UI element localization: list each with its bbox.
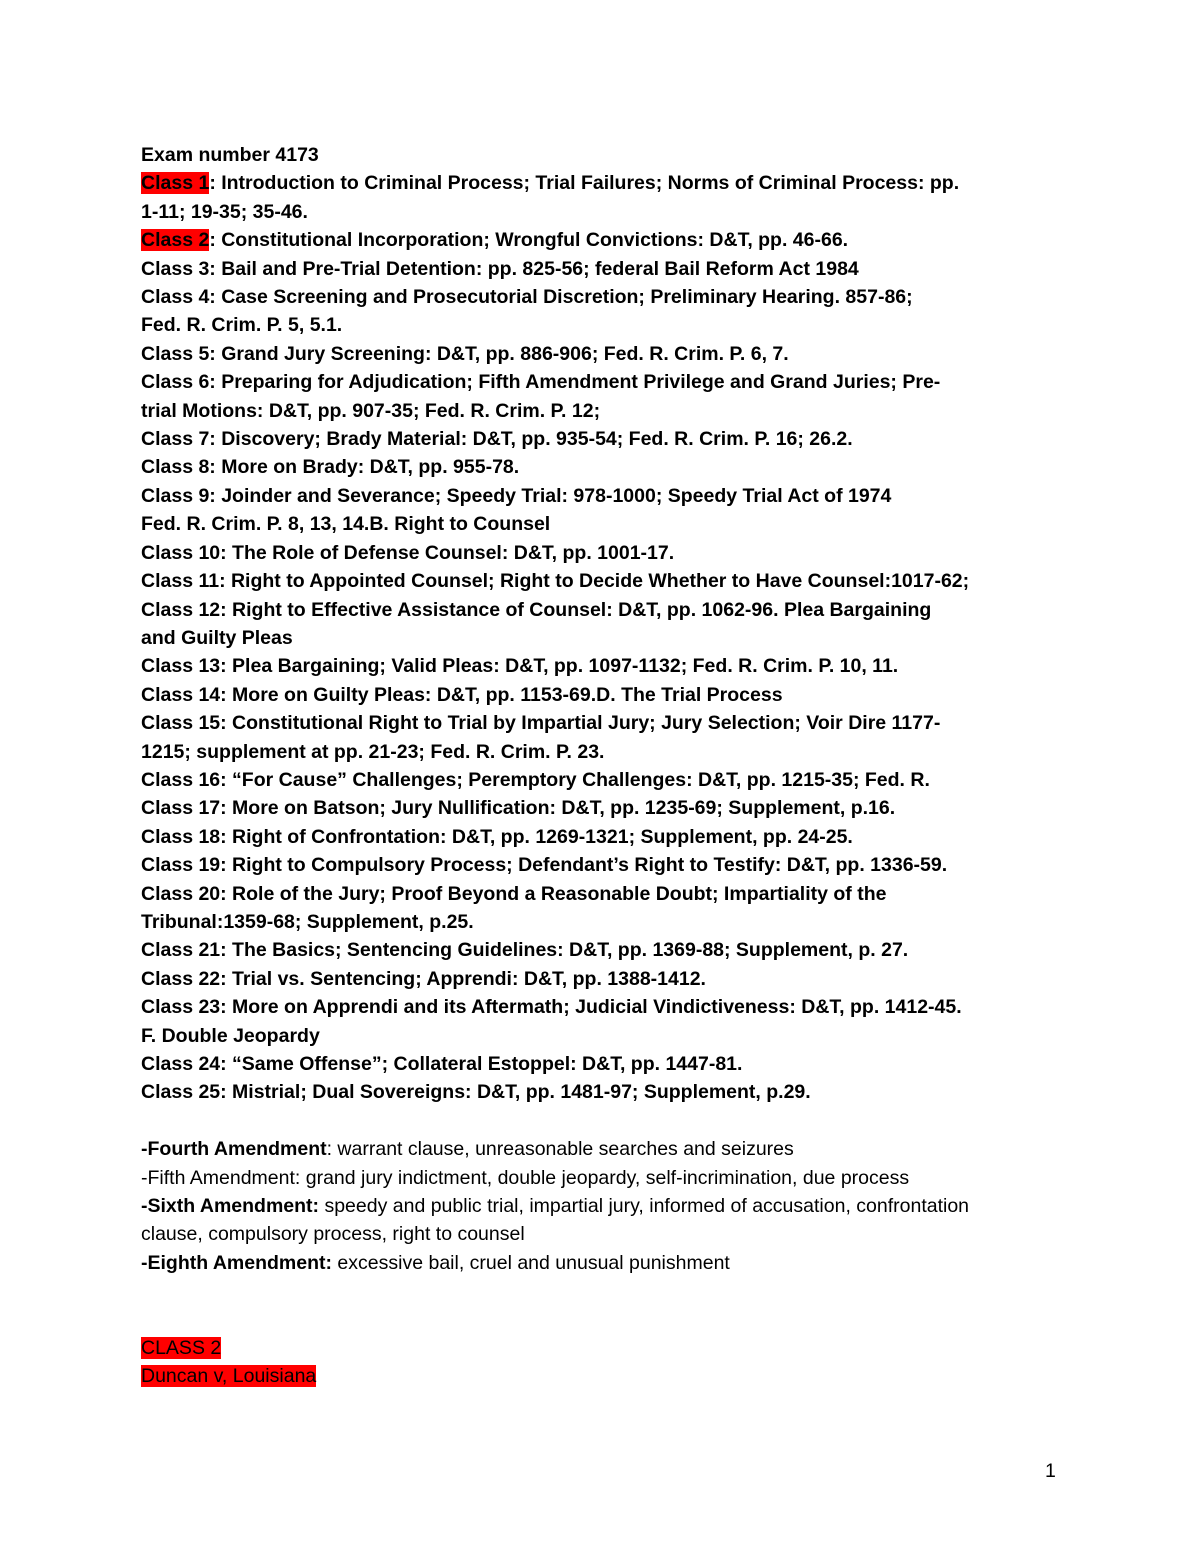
class-17-line: Class 17: More on Batson; Jury Nullification: D&T, pp. 1235-69; Supplement, p.16.	[141, 797, 896, 820]
fifth-amendment-line: -Fifth Amendment: grand jury indictment, double jeopardy, self-incrimination, due process	[141, 1166, 910, 1189]
class-4-line: Class 4: Case Screening and Prosecutorial Discretion; Preliminary Hearing. 857-86;	[141, 286, 913, 309]
case-name: Duncan v, Louisiana	[141, 1365, 317, 1388]
class-3-line: Class 3: Bail and Pre-Trial Detention: pp. 825-56; federal Bail Reform Act 1984	[141, 257, 859, 280]
class-16-line: Class 16: “For Cause” Challenges; Peremptory Challenges: D&T, pp. 1215-35; Fed. R.	[141, 768, 930, 791]
class-15-line: Class 15: Constitutional Right to Trial by Impartial Jury; Jury Selection; Voir Dire 1177-	[141, 712, 941, 735]
sixth-amendment-cont: clause, compulsory process, right to counsel	[141, 1223, 525, 1246]
class-12-cont: and Guilty Pleas	[141, 626, 293, 649]
class-22-line: Class 22: Trial vs. Sentencing; Apprendi: D&T, pp. 1388-1412.	[141, 967, 706, 990]
document-body	[141, 141, 1071, 1391]
class-23-cont: F. Double Jeopardy	[141, 1024, 320, 1047]
spacer	[141, 1107, 1071, 1135]
fourth-amendment-line: -Fourth Amendment: warrant clause, unreasonable searches and seizures	[141, 1138, 794, 1161]
class-25-line: Class 25: Mistrial; Dual Sovereigns: D&T, pp. 1481-97; Supplement, p.29.	[141, 1081, 811, 1104]
eighth-amendment-line: -Eighth Amendment: excessive bail, cruel and unusual punishment	[141, 1251, 730, 1274]
class-7-line: Class 7: Discovery; Brady Material: D&T, pp. 935-54; Fed. R. Crim. P. 16; 26.2.	[141, 428, 853, 451]
class-23-line: Class 23: More on Apprendi and its Aftermath; Judicial Vindictiveness: D&T, pp. 1412-45.	[141, 996, 962, 1019]
spacer	[141, 1277, 1071, 1334]
class-8-line: Class 8: More on Brady: D&T, pp. 955-78.	[141, 456, 520, 479]
class-6-cont: trial Motions: D&T, pp. 907-35; Fed. R. Crim. P. 12;	[141, 399, 601, 422]
class-1-highlight: Class 1	[141, 172, 210, 195]
class-9-cont: Fed. R. Crim. P. 8, 13, 14.B. Right to Counsel	[141, 513, 551, 536]
exam-number: Exam number 4173	[141, 144, 319, 166]
class-21-line: Class 21: The Basics; Sentencing Guidelines: D&T, pp. 1369-88; Supplement, p. 27.	[141, 939, 909, 962]
class-11-line: Class 11: Right to Appointed Counsel; Right to Decide Whether to Have Counsel:1017-62;	[141, 570, 970, 593]
class-1-line: Class 1: Introduction to Criminal Process; Trial Failures; Norms of Criminal Process: pp.	[141, 172, 960, 195]
sixth-amendment-line: -Sixth Amendment: speedy and public trial, impartial jury, informed of accusation, confrontation	[141, 1195, 970, 1218]
class-2-line: Class 2: Constitutional Incorporation; Wrongful Convictions: D&T, pp. 46-66.	[141, 229, 849, 252]
class-24-line: Class 24: “Same Offense”; Collateral Estoppel: D&T, pp. 1447-81.	[141, 1053, 743, 1075]
page-number: 1	[1045, 1460, 1056, 1482]
class-2-heading-line	[141, 1334, 1071, 1362]
case-name-line	[141, 1362, 1071, 1390]
class-9-line: Class 9: Joinder and Severance; Speedy Trial: 978-1000; Speedy Trial Act of 1974	[141, 484, 892, 507]
class-20-line: Class 20: Role of the Jury; Proof Beyond a Reasonable Doubt; Impartiality of the	[141, 882, 887, 905]
class-14-line: Class 14: More on Guilty Pleas: D&T, pp. 1153-69.D. The Trial Process	[141, 683, 783, 706]
class-19-line: Class 19: Right to Compulsory Process; Defendant’s Right to Testify: D&T, pp. 1336-59.	[141, 854, 948, 877]
class-6-line: Class 6: Preparing for Adjudication; Fifth Amendment Privilege and Grand Juries; Pre-	[141, 371, 941, 394]
class-18-line: Class 18: Right of Confrontation: D&T, pp. 1269-1321; Supplement, pp. 24-25.	[141, 825, 853, 848]
class-5-line: Class 5: Grand Jury Screening: D&T, pp. 886-906; Fed. R. Crim. P. 6, 7.	[141, 342, 789, 365]
class-20-cont: Tribunal:1359-68; Supplement, p.25.	[141, 910, 474, 933]
class-15-cont: 1215; supplement at pp. 21-23; Fed. R. Crim. P. 23.	[141, 740, 605, 763]
class-13-line: Class 13: Plea Bargaining; Valid Pleas: D&T, pp. 1097-1132; Fed. R. Crim. P. 10, 11.	[141, 655, 899, 678]
class-2-highlight: Class 2	[141, 229, 210, 252]
class-10-line: Class 10: The Role of Defense Counsel: D&T, pp. 1001-17.	[141, 541, 675, 564]
class-12-line: Class 12: Right to Effective Assistance of Counsel: D&T, pp. 1062-96. Plea Bargaining	[141, 598, 932, 621]
class-4-cont: Fed. R. Crim. P. 5, 5.1.	[141, 314, 343, 337]
class-2-heading: CLASS 2	[141, 1337, 222, 1360]
class-1-cont: 1-11; 19-35; 35-46.	[141, 200, 308, 223]
